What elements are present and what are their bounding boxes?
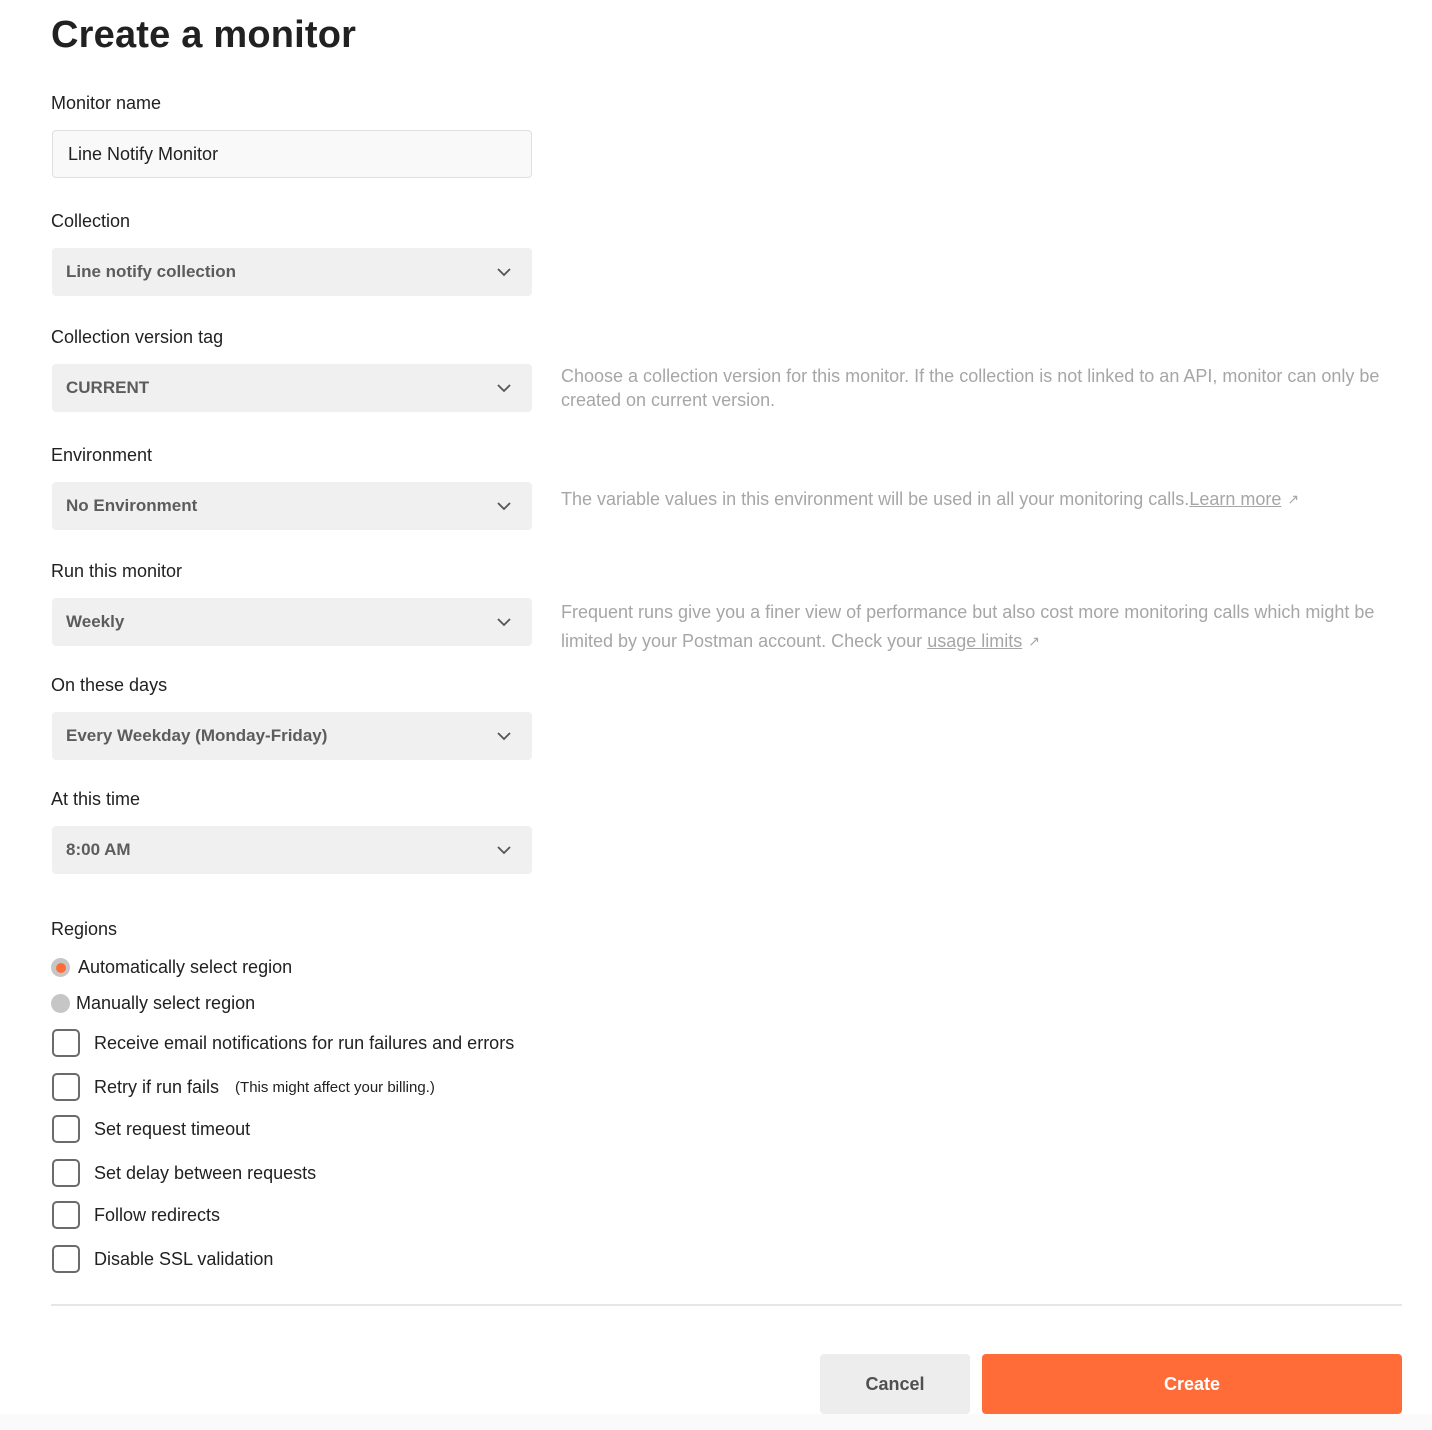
email-notifications-checkbox[interactable] <box>52 1029 80 1057</box>
radio-button[interactable] <box>51 994 70 1013</box>
retry-billing-note: (This might affect your billing.) <box>235 1078 435 1096</box>
radio-button-selected[interactable] <box>51 958 70 977</box>
external-link-icon: ↗ <box>1287 491 1300 507</box>
chevron-down-icon <box>496 842 512 858</box>
collection-version-select[interactable] <box>52 364 532 412</box>
email-notifications-label: Receive email notifications for run failures and errors <box>94 1032 515 1053</box>
run-monitor-select[interactable] <box>52 598 532 646</box>
request-timeout-checkbox[interactable] <box>52 1115 80 1143</box>
days-label: On these days <box>51 675 168 695</box>
email-notifications-option[interactable] <box>52 1029 514 1057</box>
usage-limits-link[interactable]: usage limits <box>927 631 1023 651</box>
collection-label: Collection <box>51 211 131 231</box>
page-title: Create a monitor <box>51 14 357 56</box>
collection-version-select-value: CURRENT <box>66 378 150 397</box>
retry-option[interactable] <box>52 1073 435 1101</box>
request-timeout-label: Set request timeout <box>94 1118 251 1139</box>
learn-more-link[interactable]: Learn more <box>1189 489 1282 509</box>
days-select[interactable] <box>52 712 532 760</box>
cancel-button[interactable]: Cancel <box>820 1354 970 1414</box>
follow-redirects-label: Follow redirects <box>94 1204 221 1225</box>
radio-manual-region-label: Manually select region <box>76 993 256 1013</box>
divider <box>51 1304 1402 1306</box>
time-label: At this time <box>51 789 141 809</box>
radio-manual-region[interactable] <box>51 993 255 1014</box>
chevron-down-icon <box>496 380 512 396</box>
bottom-strip <box>0 1414 1432 1430</box>
environment-label: Environment <box>51 445 153 465</box>
follow-redirects-checkbox[interactable] <box>52 1201 80 1229</box>
monitor-name-label: Monitor name <box>51 93 162 113</box>
regions-label: Regions <box>51 919 118 939</box>
collection-version-label: Collection version tag <box>51 327 224 347</box>
retry-label: Retry if run fails <box>94 1076 220 1097</box>
disable-ssl-checkbox[interactable] <box>52 1245 80 1273</box>
chevron-down-icon <box>496 498 512 514</box>
follow-redirects-option[interactable] <box>52 1201 220 1229</box>
environment-help-text: The variable values in this environment will be used in all your monitoring calls. <box>561 489 1190 509</box>
request-timeout-option[interactable] <box>52 1115 250 1143</box>
chevron-down-icon <box>496 264 512 280</box>
delay-checkbox[interactable] <box>52 1159 80 1187</box>
collection-select[interactable] <box>52 248 532 296</box>
create-button[interactable]: Create <box>982 1354 1402 1414</box>
days-select-value: Every Weekday (Monday-Friday) <box>66 726 328 745</box>
external-link-icon: ↗ <box>1028 633 1040 649</box>
delay-label: Set delay between requests <box>94 1162 317 1183</box>
radio-auto-region[interactable] <box>51 957 292 978</box>
environment-select[interactable] <box>52 482 532 530</box>
monitor-name-input[interactable] <box>52 130 532 178</box>
run-monitor-help <box>561 598 1381 656</box>
time-select-value: 8:00 AM <box>66 840 131 859</box>
retry-checkbox[interactable] <box>52 1073 80 1101</box>
collection-version-help: Choose a collection version for this monitor. If the collection is not linked to an API, monitor can only be created on current version. <box>561 366 1380 410</box>
chevron-down-icon <box>496 728 512 744</box>
collection-select-value: Line notify collection <box>66 262 237 281</box>
radio-auto-region-label: Automatically select region <box>78 957 293 977</box>
time-select[interactable] <box>52 826 532 874</box>
chevron-down-icon <box>496 614 512 630</box>
run-monitor-label: Run this monitor <box>51 561 183 581</box>
environment-select-value: No Environment <box>66 496 198 515</box>
delay-option[interactable] <box>52 1159 316 1187</box>
run-monitor-select-value: Weekly <box>66 612 125 631</box>
environment-help <box>561 487 1401 511</box>
disable-ssl-label: Disable SSL validation <box>94 1248 274 1269</box>
disable-ssl-option[interactable] <box>52 1245 273 1273</box>
run-monitor-help-text: Frequent runs give you a finer view of performance but also cost more monitoring calls which might be limited by your Postman account. Check your <box>561 602 1375 651</box>
